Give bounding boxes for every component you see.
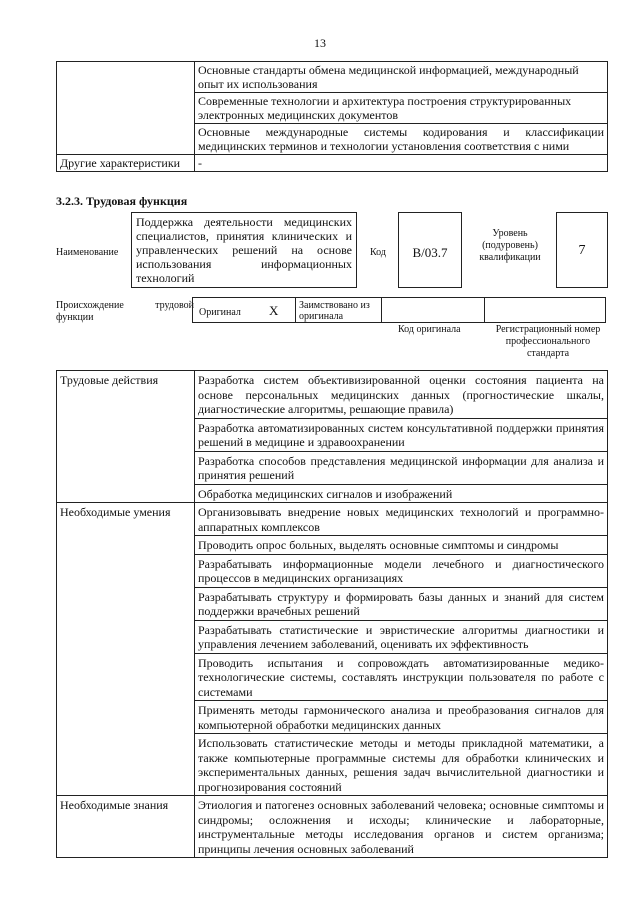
other-characteristics-label: Другие характеристики: [57, 155, 195, 172]
function-name-box: Поддержка деятельности медицинских специалистов, принятия клинических и управленческих решений на основе использования информационных технологий: [131, 212, 357, 288]
table-cell: Проводить испытания и сопровождать автоматизированные медико-технологические системы, составлять инструкции пользователя по работе с системами: [195, 653, 608, 701]
reg-number-label: Регистрационный номер профессионального стандарта: [495, 324, 601, 359]
reg-number-cell: [484, 297, 606, 323]
table-cell: Разрабатывать информационные модели лечебного и диагностического процессов в медицинских организациях: [195, 554, 608, 587]
level-box: 7: [556, 212, 608, 288]
borrowed-cell: Заимствовано из оригинала: [295, 297, 382, 323]
table-cell: Современные технологии и архитектура построения структурированных электронных медицинских документов: [195, 93, 608, 124]
table-cell: Разработка систем объективизированной оценки состояния пациента на основе персональных медицинских данных (прогностические шкалы, диагностические алгоритмы, решающие правила): [195, 371, 608, 419]
table-cell: Разработка автоматизированных систем консультативной поддержки принятия решений в медицине и здравоохранении: [195, 418, 608, 451]
page-number: 13: [314, 36, 326, 50]
code-box: B/03.7: [398, 212, 462, 288]
table-cell: Разработка способов представления медицинской информации для анализа и принятия решений: [195, 451, 608, 484]
knowledge-label: Необходимые знания: [57, 796, 195, 858]
knowledge-continuation-table: [56, 61, 608, 172]
table-cell: Проводить опрос больных, выделять основные симптомы и синдромы: [195, 536, 608, 555]
table-cell: Применять методы гармонического анализа и преобразования сигналов для компьютерной обработки медицинских данных: [195, 701, 608, 734]
table-cell: Основные стандарты обмена медицинской информацией, международный опыт их использования: [195, 62, 608, 93]
section-title: 3.2.3. Трудовая функция: [56, 194, 188, 208]
table-cell: Обработка медицинских сигналов и изображений: [195, 484, 608, 503]
empty-label-cell: [57, 62, 195, 155]
code-label: Код: [370, 247, 386, 258]
table-row: [57, 796, 608, 858]
original-label: Оригинал: [199, 307, 241, 318]
other-characteristics-value: -: [195, 155, 608, 172]
actions-label: Трудовые действия: [57, 371, 195, 503]
labor-function-table: [56, 370, 608, 858]
table-cell: Разрабатывать структуру и формировать базы данных и знаний для систем поддержки врачебных решений: [195, 587, 608, 620]
origin-row: [193, 297, 608, 323]
table-cell: Использовать статистические методы и методы прикладной математики, а также компьютерные программные системы для обработки клинических и экспериментальных данных, решения задач вычислительной диагностики и прогнозирования состояний: [195, 734, 608, 796]
original-code-label: Код оригинала: [398, 324, 461, 335]
table-row: [57, 371, 608, 419]
name-label: Наименование: [56, 247, 119, 258]
table-row: [57, 155, 608, 172]
table-cell: Организовывать внедрение новых медицинских технологий и программно-аппаратных комплексов: [195, 503, 608, 536]
table-cell: Этиология и патогенез основных заболеваний человека; основные симптомы и синдромы; осложнения и исходы; клинические и лабораторные, инструментальные методы исследования органов и систем организма; принципы лечения основных заболеваний: [195, 796, 608, 858]
table-cell: Основные международные системы кодирования и классификации медицинских терминов и технологии установления соответствия с ними: [195, 124, 608, 155]
origin-label: Происхождение трудовой функции: [56, 300, 194, 323]
original-mark: X: [269, 303, 279, 318]
level-label: Уровень (подуровень) квалификации: [479, 228, 541, 263]
table-row: [57, 62, 608, 93]
skills-label: Необходимые умения: [57, 503, 195, 796]
original-code-cell: [381, 297, 485, 323]
table-cell: Разрабатывать статистические и эвристические алгоритмы диагностики и управления лечением заболеваний, оценивать их эффективность: [195, 620, 608, 653]
table-row: [57, 503, 608, 536]
original-cell: [192, 297, 296, 323]
